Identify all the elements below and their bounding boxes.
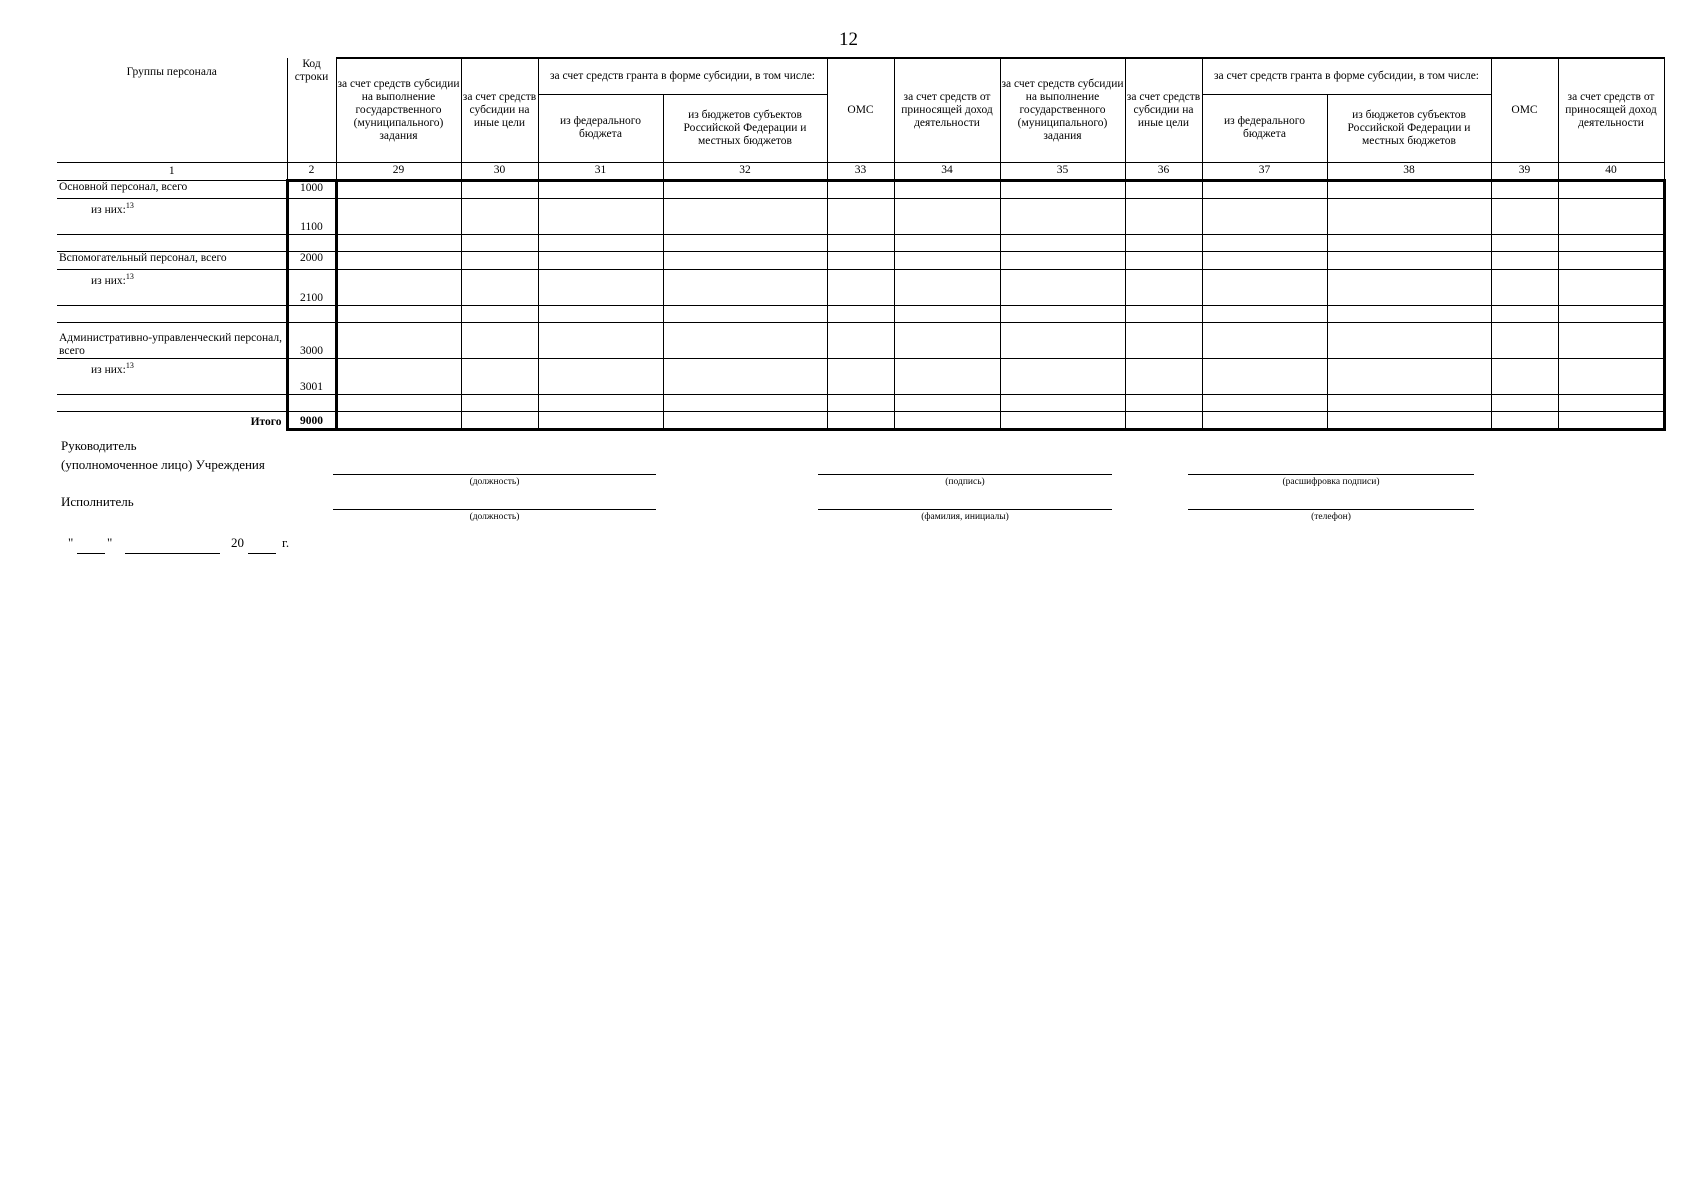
row-aux-of-cell[interactable] — [1125, 269, 1202, 305]
header-groups: Группы персонала — [126, 66, 217, 78]
row-total-label — [57, 411, 287, 429]
row-aux-blank-cell[interactable] — [1125, 305, 1202, 322]
row-aux-blank-code — [287, 305, 336, 322]
row-aux-of-cell[interactable] — [538, 269, 663, 305]
header-kod: Код строки — [287, 58, 336, 162]
col-num-1: 1 — [57, 162, 287, 180]
row-aux-blank-label — [57, 305, 287, 322]
row-main-of-cell[interactable] — [827, 198, 894, 234]
row-total-cell[interactable] — [1202, 411, 1327, 429]
row-aux-blank-cell[interactable] — [461, 305, 538, 322]
row-adm-of-cell[interactable] — [461, 358, 538, 394]
col-num-39: 39 — [1491, 162, 1558, 180]
header-oms-a: ОМС — [827, 58, 894, 162]
row-aux-of-cell[interactable] — [336, 269, 461, 305]
row-adm-cell[interactable] — [461, 322, 538, 358]
row-aux-of-footnote: 13 — [125, 271, 134, 281]
row-aux-label-text: Вспомогательный персонал, всего — [59, 251, 227, 264]
row-aux-cell[interactable] — [894, 251, 1000, 269]
header-grant-a: за счет средств гранта в форме субсидии, в том числе: — [538, 58, 827, 94]
head-signature-line[interactable] — [818, 474, 1112, 475]
row-adm-of-cell[interactable] — [1202, 358, 1327, 394]
col-num-35: 35 — [1000, 162, 1125, 180]
row-aux-blank-cell[interactable] — [538, 305, 663, 322]
row-aux-blank-cell[interactable] — [1202, 305, 1327, 322]
row-main-code: 1000 — [287, 180, 336, 198]
row-total-cell[interactable] — [538, 411, 663, 429]
row-adm-cell[interactable] — [1558, 322, 1664, 358]
row-main-blank-cell[interactable] — [336, 234, 461, 251]
row-aux — [57, 251, 1664, 269]
row-adm-cell[interactable] — [1327, 322, 1491, 358]
head-label-1: Руководитель — [61, 438, 137, 453]
row-adm-cell[interactable] — [1491, 322, 1558, 358]
row-main-blank-cell[interactable] — [663, 234, 827, 251]
row-aux-blank-cell[interactable] — [1558, 305, 1664, 322]
row-aux-cell[interactable] — [1327, 251, 1491, 269]
row-main-blank-cell[interactable] — [461, 234, 538, 251]
row-adm-cell[interactable] — [538, 322, 663, 358]
row-adm-of-cell[interactable] — [336, 358, 461, 394]
row-total-code: 9000 — [287, 411, 336, 429]
row-total-label-text: Итого — [250, 416, 282, 428]
row-main-of-footnote: 13 — [125, 200, 134, 210]
row-aux-cell[interactable] — [1558, 251, 1664, 269]
row-adm-blank-cell[interactable] — [827, 394, 894, 411]
row-aux-cell[interactable] — [1491, 251, 1558, 269]
row-aux-blank-cell[interactable] — [336, 305, 461, 322]
date-year-line[interactable] — [248, 553, 276, 554]
row-adm-of-cell[interactable] — [538, 358, 663, 394]
staff-table — [57, 57, 1666, 431]
header-grant-b: за счет средств гранта в форме субсидии, в том числе: — [1202, 58, 1491, 94]
header-income-b: за счет средств от приносящей доход деятельности — [1558, 58, 1664, 162]
row-adm-blank-code — [287, 394, 336, 411]
row-aux-of-code: 2100 — [287, 269, 336, 305]
row-main-of-cell[interactable] — [461, 198, 538, 234]
row-adm-of-cell[interactable] — [827, 358, 894, 394]
header-federal-b: из федерального бюджета — [1202, 94, 1327, 162]
caption-phone: (телефон) — [1311, 512, 1351, 522]
page-number: 12 — [839, 29, 858, 50]
row-total-cell[interactable] — [1558, 411, 1664, 429]
row-adm-cell[interactable] — [894, 322, 1000, 358]
row-total-cell[interactable] — [894, 411, 1000, 429]
row-main-blank-cell[interactable] — [538, 234, 663, 251]
row-adm-blank-cell[interactable] — [1327, 394, 1491, 411]
executor-label: Исполнитель — [61, 494, 134, 509]
row-aux-of-cell[interactable] — [894, 269, 1000, 305]
row-adm-of-cell[interactable] — [663, 358, 827, 394]
row-main-blank-cell[interactable] — [1125, 234, 1202, 251]
row-aux-of-label — [57, 269, 287, 305]
row-adm-of — [57, 358, 1664, 394]
row-adm-of-cell[interactable] — [1491, 358, 1558, 394]
row-adm-of-code: 3001 — [287, 358, 336, 394]
row-total-cell[interactable] — [1125, 411, 1202, 429]
row-main-blank-cell[interactable] — [894, 234, 1000, 251]
date-quote-close: " — [107, 535, 113, 550]
col-num-34: 34 — [894, 162, 1000, 180]
row-main-cell[interactable] — [663, 180, 827, 198]
col-num-29: 29 — [336, 162, 461, 180]
column-numbers-row — [57, 162, 1664, 180]
row-total-cell[interactable] — [1327, 411, 1491, 429]
row-main-of-cell[interactable] — [1202, 198, 1327, 234]
row-aux-blank-cell[interactable] — [827, 305, 894, 322]
row-aux-cell[interactable] — [336, 251, 461, 269]
caption-position: (должность) — [469, 477, 520, 487]
row-main-cell[interactable] — [1000, 180, 1125, 198]
row-adm-blank-cell[interactable] — [663, 394, 827, 411]
row-main-of-cell[interactable] — [1327, 198, 1491, 234]
row-main-blank-cell[interactable] — [1327, 234, 1491, 251]
col-num-33: 33 — [827, 162, 894, 180]
row-aux-cell[interactable] — [1125, 251, 1202, 269]
row-adm-of-cell[interactable] — [894, 358, 1000, 394]
col-num-30: 30 — [461, 162, 538, 180]
header-oms-b: ОМС — [1491, 58, 1558, 162]
row-adm-blank — [57, 394, 1664, 411]
header-subsidy-task-a: за счет средств субсидии на выполнение государственного (муниципального) задания — [336, 58, 461, 162]
row-aux-of-cell[interactable] — [1202, 269, 1327, 305]
row-aux-blank-cell[interactable] — [1000, 305, 1125, 322]
row-aux-blank-cell[interactable] — [894, 305, 1000, 322]
executor-phone-line[interactable] — [1188, 509, 1474, 510]
row-adm-cell[interactable] — [663, 322, 827, 358]
row-aux-of — [57, 269, 1664, 305]
row-main-blank-cell[interactable] — [1491, 234, 1558, 251]
row-adm-blank-cell[interactable] — [1558, 394, 1664, 411]
row-main-cell[interactable] — [1125, 180, 1202, 198]
row-aux-of-cell[interactable] — [1558, 269, 1664, 305]
row-main-of-cell[interactable] — [1125, 198, 1202, 234]
row-main-blank-cell[interactable] — [1558, 234, 1664, 251]
row-main-of-cell[interactable] — [663, 198, 827, 234]
row-aux-cell[interactable] — [461, 251, 538, 269]
row-aux-blank-cell[interactable] — [1491, 305, 1558, 322]
row-adm-code: 3000 — [287, 322, 336, 358]
header-subsidy-task-b: за счет средств субсидии на выполнение государственного (муниципального) задания — [1000, 58, 1125, 162]
row-adm-cell[interactable] — [1125, 322, 1202, 358]
date-g: г. — [282, 535, 290, 550]
row-aux-of-cell[interactable] — [1327, 269, 1491, 305]
row-main-cell[interactable] — [1491, 180, 1558, 198]
date-year-prefix: 20 — [231, 535, 244, 550]
row-main-blank-label — [57, 234, 287, 251]
row-main-cell[interactable] — [336, 180, 461, 198]
row-main-blank-cell[interactable] — [1202, 234, 1327, 251]
row-adm-blank-cell[interactable] — [1000, 394, 1125, 411]
row-adm-of-cell[interactable] — [1558, 358, 1664, 394]
head-label-2: (уполномоченное лицо) Учреждения — [61, 457, 265, 472]
row-main-of-code: 1100 — [287, 198, 336, 234]
row-adm-of-cell[interactable] — [1000, 358, 1125, 394]
row-aux-of-cell[interactable] — [1491, 269, 1558, 305]
row-aux-of-cell[interactable] — [1000, 269, 1125, 305]
row-adm-of-label — [57, 358, 287, 394]
row-adm-blank-cell[interactable] — [1125, 394, 1202, 411]
row-main-of — [57, 198, 1664, 234]
row-aux-label — [57, 251, 287, 269]
col-num-37: 37 — [1202, 162, 1327, 180]
row-main — [57, 180, 1664, 198]
row-adm-cell[interactable] — [827, 322, 894, 358]
row-total-cell[interactable] — [336, 411, 461, 429]
header-subsidy-other-a: за счет средств субсидии на иные цели — [461, 58, 538, 162]
row-aux-of-cell[interactable] — [663, 269, 827, 305]
row-main-of-cell[interactable] — [1491, 198, 1558, 234]
col-num-32: 32 — [663, 162, 827, 180]
row-total-cell[interactable] — [1491, 411, 1558, 429]
row-adm-label-text: Административно-управленческий персонал, всего — [59, 331, 282, 357]
executor-position-line[interactable] — [333, 509, 656, 510]
row-main-cell[interactable] — [1558, 180, 1664, 198]
row-aux-cell[interactable] — [827, 251, 894, 269]
col-num-2: 2 — [287, 162, 336, 180]
row-main-cell[interactable] — [461, 180, 538, 198]
row-aux-blank-cell[interactable] — [663, 305, 827, 322]
header-income-a: за счет средств от приносящей доход деятельности — [894, 58, 1000, 162]
caption-position-2: (должность) — [469, 512, 520, 522]
row-total-cell[interactable] — [1000, 411, 1125, 429]
row-main-label-text: Основной персонал, всего — [59, 180, 188, 193]
row-main-cell[interactable] — [894, 180, 1000, 198]
row-adm-cell[interactable] — [1202, 322, 1327, 358]
row-total — [57, 411, 1664, 429]
row-adm-blank-cell[interactable] — [1491, 394, 1558, 411]
row-aux-of-label-text: из них: — [91, 274, 126, 287]
row-main-cell[interactable] — [827, 180, 894, 198]
caption-signature: (подпись) — [945, 477, 985, 487]
row-main-blank-cell[interactable] — [1000, 234, 1125, 251]
row-main-blank-cell[interactable] — [827, 234, 894, 251]
row-adm-blank-cell[interactable] — [336, 394, 461, 411]
executor-name-line[interactable] — [818, 509, 1112, 510]
header-federal-a: из федерального бюджета — [538, 94, 663, 162]
head-position-line[interactable] — [333, 474, 656, 475]
row-adm-blank-cell[interactable] — [461, 394, 538, 411]
row-aux-cell[interactable] — [1202, 251, 1327, 269]
date-month-line[interactable] — [125, 553, 220, 554]
row-main-of-cell[interactable] — [1000, 198, 1125, 234]
col-num-40: 40 — [1558, 162, 1664, 180]
col-num-31: 31 — [538, 162, 663, 180]
row-aux-code: 2000 — [287, 251, 336, 269]
row-main-cell[interactable] — [538, 180, 663, 198]
col-num-38: 38 — [1327, 162, 1491, 180]
row-main-blank — [57, 234, 1664, 251]
row-main-cell[interactable] — [1202, 180, 1327, 198]
row-aux-blank — [57, 305, 1664, 322]
caption-name: (фамилия, инициалы) — [921, 512, 1009, 522]
row-main-of-label-text: из них: — [91, 203, 126, 216]
row-adm-cell[interactable] — [1000, 322, 1125, 358]
header-regional-b: из бюджетов субъектов Российской Федерации и местных бюджетов — [1327, 94, 1491, 162]
row-main-cell[interactable] — [1327, 180, 1491, 198]
row-aux-of-cell[interactable] — [461, 269, 538, 305]
col-num-36: 36 — [1125, 162, 1202, 180]
row-main-of-label — [57, 198, 287, 234]
date-quote-open: " — [68, 535, 74, 550]
row-adm-of-label-text: из них: — [91, 363, 126, 376]
row-adm-blank-cell[interactable] — [538, 394, 663, 411]
row-adm-label — [57, 322, 287, 358]
head-decoding-line[interactable] — [1188, 474, 1474, 475]
row-adm-of-footnote: 13 — [125, 360, 134, 370]
row-adm-of-cell[interactable] — [1327, 358, 1491, 394]
row-adm-blank-cell[interactable] — [894, 394, 1000, 411]
row-adm-blank-label — [57, 394, 287, 411]
row-adm — [57, 322, 1664, 358]
row-total-cell[interactable] — [663, 411, 827, 429]
row-aux-cell[interactable] — [1000, 251, 1125, 269]
row-aux-cell[interactable] — [663, 251, 827, 269]
caption-decoding: (расшифровка подписи) — [1282, 477, 1380, 487]
row-main-label — [57, 180, 287, 198]
row-adm-blank-cell[interactable] — [1202, 394, 1327, 411]
row-main-blank-code — [287, 234, 336, 251]
row-main-of-cell[interactable] — [894, 198, 1000, 234]
row-main-of-cell[interactable] — [538, 198, 663, 234]
header-regional-a: из бюджетов субъектов Российской Федерации и местных бюджетов — [663, 94, 827, 162]
row-aux-blank-cell[interactable] — [1327, 305, 1491, 322]
row-total-cell[interactable] — [461, 411, 538, 429]
header-subsidy-other-b: за счет средств субсидии на иные цели — [1125, 58, 1202, 162]
row-adm-cell[interactable] — [336, 322, 461, 358]
date-day-line[interactable] — [77, 553, 105, 554]
row-main-of-cell[interactable] — [1558, 198, 1664, 234]
row-aux-of-cell[interactable] — [827, 269, 894, 305]
row-total-cell[interactable] — [827, 411, 894, 429]
row-aux-cell[interactable] — [538, 251, 663, 269]
row-main-of-cell[interactable] — [336, 198, 461, 234]
row-adm-of-cell[interactable] — [1125, 358, 1202, 394]
